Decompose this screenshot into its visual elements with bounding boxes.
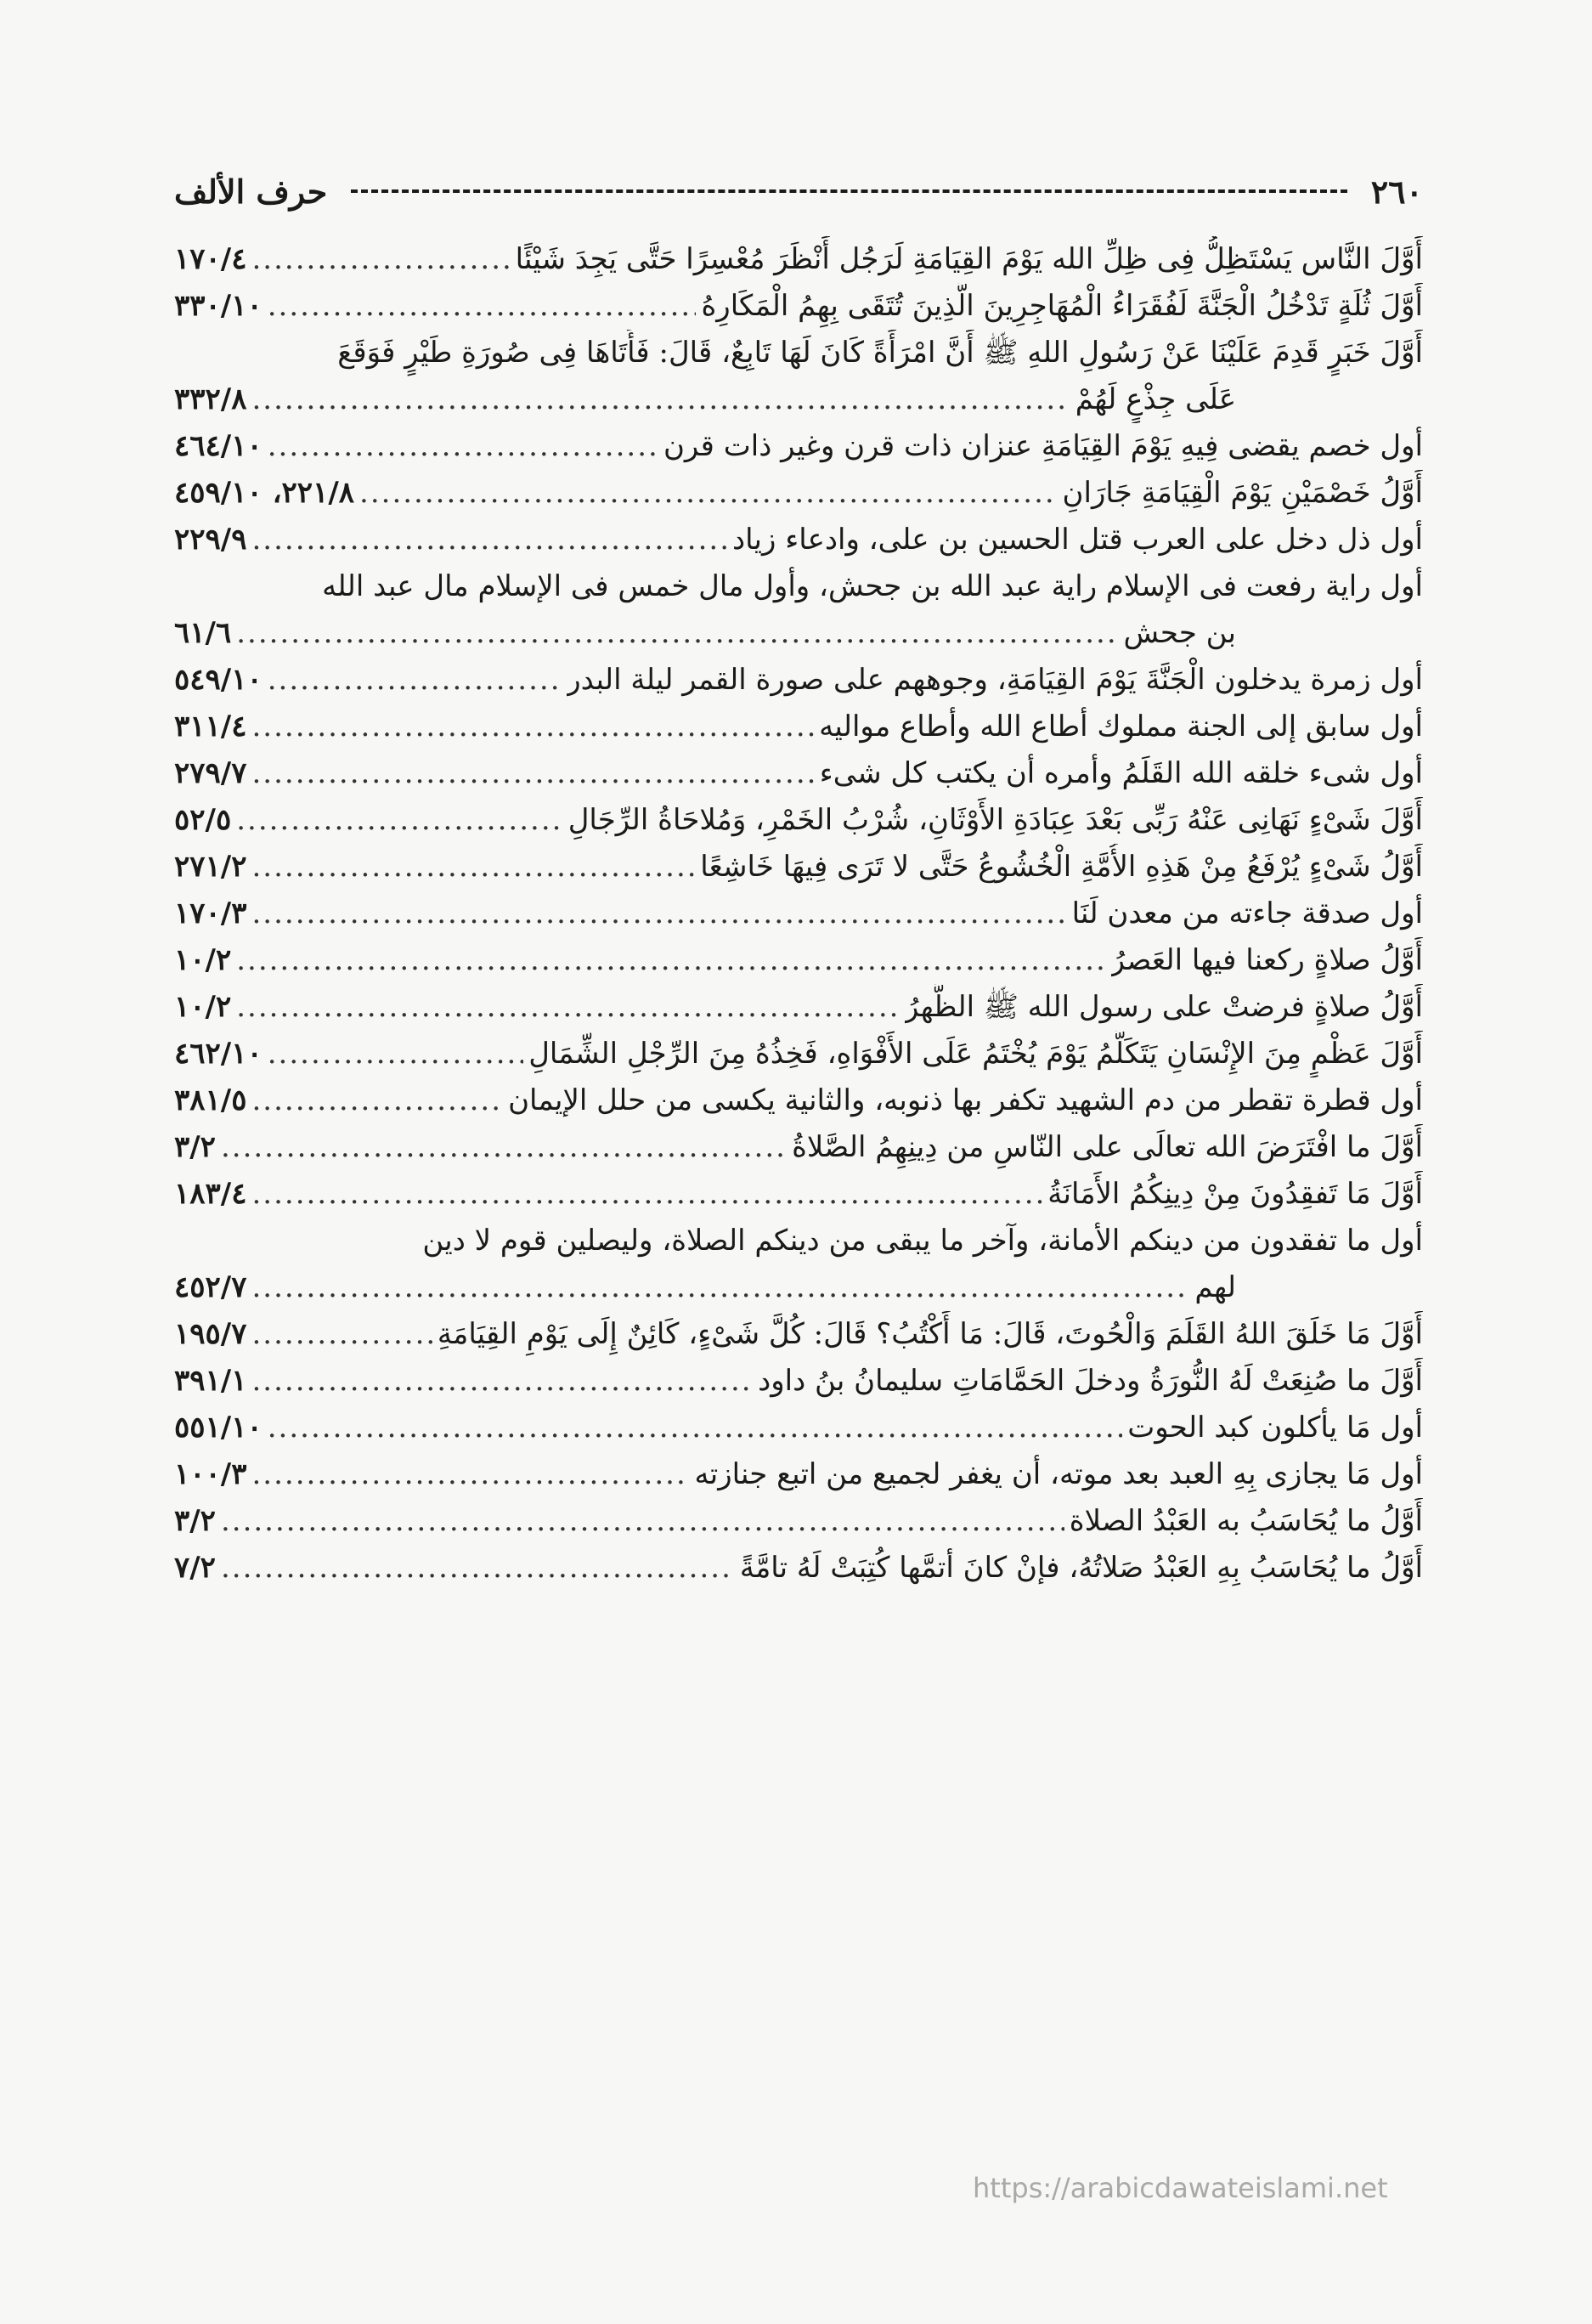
entry-reference: ٣/٢ [174,1504,216,1538]
entry-text: أول شىء خلقه الله القَلَمُ وأمره أن يكتب كل شىء [819,756,1423,790]
entry-reference: ٤٦٢/١٠ [174,1037,263,1071]
entry-line [174,1311,1423,1358]
entry-reference: ٢٧٩/٧ [174,756,247,790]
entry-reference: ٣٣٢/٨ [174,382,247,416]
index-entry [174,704,1423,750]
entry-reference: ٣١١/٤ [174,710,247,744]
entry-text: أول زمرة يدخلون الْجَنَّةَ يَوْمَ القِيَامَةِ، وجوههم على صورة القمر ليلة البدر [567,663,1423,697]
index-entry [174,517,1423,563]
page-header [174,161,1423,221]
entry-text: أَوَّلَ ما صُنِعَتْ لَهُ النُّورَةُ ودخلَ الحَمَّامَاتِ سليمانُ بنُ داود [758,1364,1423,1398]
entry-reference: ٣/٢ [174,1130,216,1164]
index-entry [174,937,1423,984]
entry-line [174,1358,1423,1405]
entry-reference: ٥٢/٥ [174,803,232,837]
leader-dots [251,1171,1042,1218]
leader-dots [268,1405,1122,1451]
leader-dots [268,1031,523,1077]
entry-text: أَوَّلُ ما يُحَاسَبُ بِهِ العَبْدُ صَلاتُهُ، فإنْ كانَ أتمَّها كُتِبَتْ لَهُ تامَّةً [739,1551,1423,1585]
index-entry [174,750,1423,797]
index-entry [174,1405,1423,1451]
entry-line [174,1451,1423,1498]
entry-text: أول صدقة جاءته من معدن لَنَا [1071,896,1423,930]
leader-dots [221,1498,1064,1545]
index-entry [174,1171,1423,1218]
entry-line [174,844,1423,891]
index-entry [174,1124,1423,1171]
index-entry [174,1498,1423,1545]
index-entry [174,283,1423,330]
leader-dots [251,376,1070,423]
entry-line [174,423,1423,470]
entry-text: أَوَّلَ عَظْمٍ مِنَ الإِنْسَانِ يَتَكَلَّمُ يَوْمَ يُخْتَمُ عَلَى الأَفْوَاهِ، فَخِذُهُ مِنَ الرِّجْلِ الشِّمَالِ [528,1037,1423,1071]
watermark: https://arabicdawateislami.net [973,2172,1388,2204]
leader-dots [251,1264,1189,1311]
entry-line [174,283,1423,330]
entry-line [174,1077,1423,1124]
entry-line [174,1498,1423,1545]
leader-dots [236,937,1105,984]
index-entry [174,1451,1423,1498]
entry-line [174,657,1423,704]
index-entry [174,1031,1423,1077]
entry-reference: ٢٢٩/٩ [174,523,247,557]
index-entry [174,844,1423,891]
index-entry [174,1545,1423,1592]
entry-text: أول راية رفعت فى الإسلام راية عبد الله بن جحش، وأول مال خمس فى الإسلام مال عبد الله [322,569,1423,603]
leader-dots [268,283,697,330]
entry-text: أول سابق إلى الجنة مملوك أطاع الله وأطاع مواليه [819,710,1423,744]
header-rule [351,189,1347,193]
entry-reference: ٥٤٩/١٠ [174,663,263,697]
entry-line [174,1264,1423,1311]
entry-line [174,1124,1423,1171]
entry-text: أول مَا يجازى بِهِ العبد بعد موته، أن يغفر لجميع من اتبع جنازته [694,1457,1423,1491]
entry-text: بن جحش [1123,616,1236,650]
entry-reference: ٣٨١/٥ [174,1083,247,1117]
entry-line [174,1171,1423,1218]
entry-text: أول ما تفقدون من دينكم الأمانة، وآخر ما يبقى من دينكم الصلاة، وليصلين قوم لا دين [422,1224,1423,1258]
leader-dots [251,1311,432,1358]
entry-text: أَوَّلُ شَىْءٍ يُرْفَعُ مِنْ هَذِهِ الأُمَّةِ الْخُشُوعُ حَتَّى لا تَرَى فِيهَا خَاشِعًا [700,850,1423,884]
entry-text: أول ذل دخل على العرب قتل الحسين بن على، وادعاء زياد [732,523,1423,557]
entry-text: أَوَّلَ مَا خَلَقَ اللهُ القَلَمَ وَالْحُوتَ، قَالَ: مَا أَكْتُبُ؟ قَالَ: كُلَّ شَىْءٍ، كَائِنٌ إِلَى يَوْمِ القِيَامَةِ [437,1317,1423,1351]
index-entry [174,423,1423,470]
entry-text: أَوَّلُ صلاةٍ فرضتْ على رسول الله ﷺ الظُّهرُ [904,990,1423,1024]
leader-dots [251,1358,753,1405]
entry-reference: ١٩٥/٧ [174,1317,247,1351]
entry-line [174,1545,1423,1592]
leader-dots [251,1077,503,1124]
entry-line [174,1031,1423,1077]
page [174,161,1423,2201]
index-entry [174,236,1423,283]
leader-dots [236,610,1118,657]
leader-dots [221,1545,735,1592]
leader-dots [251,750,814,797]
index-entry [174,563,1423,657]
entry-text: لهم [1194,1270,1236,1304]
entry-text: أول خصم يقضى فِيهِ يَوْمَ القِيَامَةِ عنزان ذات قرن وغير ذات قرن [663,429,1423,463]
index-entry [174,1311,1423,1358]
entry-reference: ١٠/٢ [174,943,232,977]
entry-line [174,236,1423,283]
entry-line [174,984,1423,1031]
leader-dots [251,236,510,283]
index-entry [174,1077,1423,1124]
entry-line [174,610,1423,657]
entry-reference: ٢٢١/٨، ٤٥٩/١٠ [174,476,355,510]
entry-reference: ١٧٠/٣ [174,896,247,930]
entry-reference: ١٠/٢ [174,990,232,1024]
entry-line [174,1405,1423,1451]
entry-reference: ٧/٢ [174,1551,216,1585]
index-entry [174,797,1423,844]
leader-dots [236,797,562,844]
entry-line [174,376,1423,423]
index-entry [174,1218,1423,1311]
entry-text: أَوَّلَ ثُلَةٍ تَدْخُلُ الْجَنَّةَ لَفُقَرَاءُ الْمُهَاجِرِينَ الَّذِينَ تُتَقَى بِهِمُ الْمَكَارِهُ [701,289,1423,323]
leader-dots [251,517,727,563]
entry-reference: ٥٥١/١٠ [174,1411,263,1445]
entry-reference: ٦١/٦ [174,616,232,650]
entry-text: أَوَّلُ صلاةٍ ركعنا فيها العَصرُ [1110,943,1423,977]
entry-line [174,937,1423,984]
entry-reference: ٤٦٤/١٠ [174,429,263,463]
entry-text: أول مَا يأكلون كبد الحوت [1127,1411,1423,1445]
index-entry [174,1358,1423,1405]
index-entries [174,236,1423,1592]
leader-dots [251,704,814,750]
entry-line [174,797,1423,844]
leader-dots [359,470,1058,517]
entry-text: عَلَى جِذْعٍ لَهُمْ [1075,382,1236,416]
entry-text: أَوَّلُ ما يُحَاسَبُ به العَبْدُ الصلاة [1069,1504,1423,1538]
entry-reference: ١٨٣/٤ [174,1177,247,1211]
leader-dots [236,984,900,1031]
entry-line [174,704,1423,750]
entry-text: أَوَّلَ خَبَرٍ قَدِمَ عَلَيْنَا عَنْ رَسُولِ اللهِ ﷺ أَنَّ امْرَأَةً كَانَ لَهَا تَابِعٌ، قَالَ: فَأَتَاهَا فِى صُورَةِ طَيْرٍ فَوَقَعَ [337,336,1423,370]
entry-text: أَوَّلَ ما افْتَرَضَ الله تعالَى على النّاسِ من دِينِهِمُ الصَّلاةُ [792,1130,1423,1164]
leader-dots [251,1451,689,1498]
entry-line [174,517,1423,563]
leader-dots [268,423,658,470]
entry-line [174,750,1423,797]
index-entry [174,891,1423,937]
entry-text: أَوَّلَ مَا تَفقِدُونَ مِنْ دِينِكُمُ الأَمَانَةُ [1047,1177,1423,1211]
entry-reference: ٣٩١/١ [174,1364,247,1398]
entry-text: أول قطرة تقطر من دم الشهيد تكفر بها ذنوبه، والثانية يكسى من حلل الإيمان [508,1083,1423,1117]
index-entry [174,657,1423,704]
index-entry [174,330,1423,423]
entry-text: أَوَّلَ شَىْءٍ نَهَانِى عَنْهُ رَبِّى بَعْدَ عِبَادَةِ الأَوْثَانِ، شُرْبُ الخَمْرِ، وَمُلاحَاةُ الرِّجَالِ [567,803,1423,837]
index-entry [174,470,1423,517]
section-title: حرف الألف [174,172,328,211]
leader-dots [251,891,1066,937]
entry-line [174,470,1423,517]
leader-dots [251,844,695,891]
entry-reference: ١٠٠/٣ [174,1457,247,1491]
entry-reference: ٢٧١/٢ [174,850,247,884]
entry-text: أَوَّلَ النَّاس يَسْتَظِلُّ فِى ظِلِّ الله يَوْمَ القِيَامَةِ لَرَجُل أَنْظَرَ مُعْسِرًا حَتَّى يَجِدَ شَيْئًا [515,242,1423,276]
page-number: ٢٦٠ [1370,172,1423,211]
index-entry [174,984,1423,1031]
leader-dots [221,1124,787,1171]
leader-dots [268,657,562,704]
entry-reference: ١٧٠/٤ [174,242,247,276]
entry-text: أَوَّلُ خَصْمَيْنِ يَوْمَ الْقِيَامَةِ جَارَانِ [1062,476,1423,510]
entry-reference: ٤٥٢/٧ [174,1270,247,1304]
entry-line [174,891,1423,937]
entry-reference: ٣٣٠/١٠ [174,289,263,323]
